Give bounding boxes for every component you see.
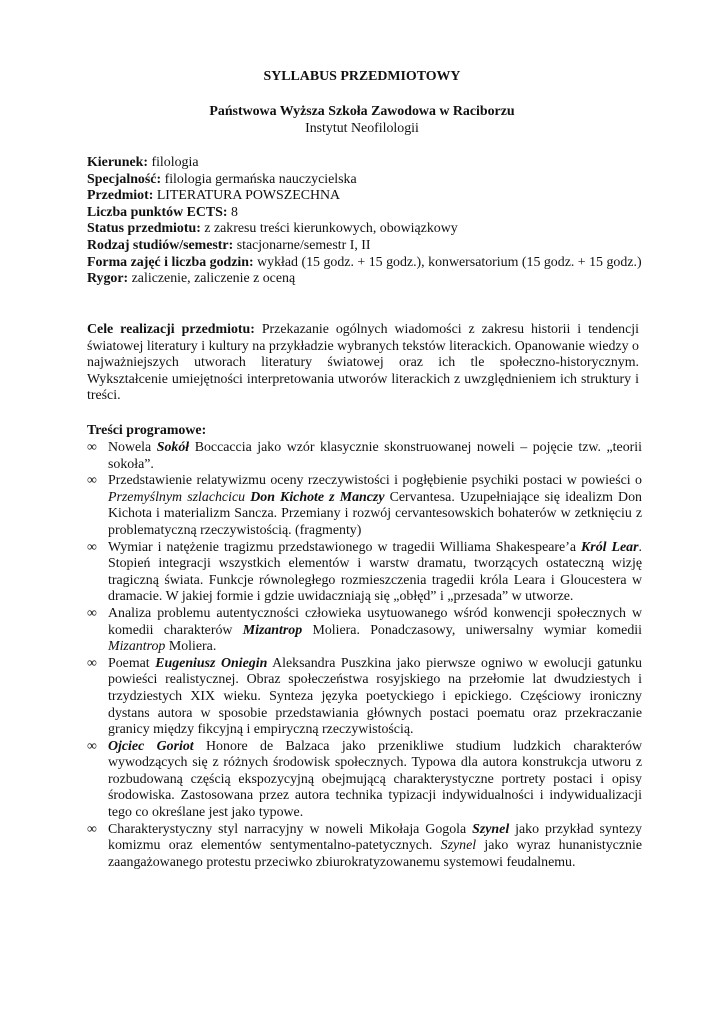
- meta-rygor: [87, 271, 642, 288]
- meta-label: Kierunek:: [87, 155, 148, 170]
- meta-label: Rodzaj studiów/semestr:: [87, 237, 234, 253]
- list-item: [87, 822, 642, 872]
- list-item: [87, 540, 642, 606]
- infinity-bullet-icon: ∞: [87, 738, 97, 754]
- work-title: Przemyślnym szlachcicu: [108, 489, 246, 505]
- item-text: . Stopień integracji wszystkich elementów i warstw dramatu, tworzących ostateczną wizję tragiczną świata. Funkcje równoległego rozmieszczenia tragedii króla Leara i Gloucestera w dramacie. W jakiej formie i gdzie uwidaczniają się „obłęd” i „przesada” w utworze.: [108, 539, 642, 605]
- item-text: Aleksandra Puszkina jako pierwsze ogniwo w ewolucji gatunku powieści realistycznej. Obraz społeczeństwa rosyjskiego na przełomie lat dwudziestych i trzydziestych XIX wieku. Synteza języka poetyckiego i epickiego. Częściowy ironiczny dystans autora w sposobie przedstawiania głównych postaci poematu oraz przekraczanie granicy między fikcyjną i empiryczną rzeczywistością.: [108, 655, 642, 738]
- work-title: Mizantrop: [242, 622, 303, 638]
- item-text: Honore de Balzaca jako przenikliwe studium ludzkich charakterów wywodzących się z różnych środowisk społecznych. Typowa dla autora konstrukcja utworu z rozbudowaną częścią ekspozycyjną obejmującą charakterystyczne portrety postaci i opisy środowiska. Zastosowana przez autora technika typizacji indywidualności i indywidualizacji tego co określane jest jako typowe.: [108, 738, 642, 821]
- meta-value: 8: [227, 204, 238, 220]
- work-title: Szynel: [440, 838, 477, 854]
- item-text: Wymiar i natężenie tragizmu przedstawionego w tragedii Williama Shakespeare’a: [108, 539, 582, 555]
- list-item: [87, 739, 642, 822]
- meta-value: wykład (15 godz. + 15 godz.), konwersatorium (15 godz. + 15 godz.): [253, 254, 642, 270]
- item-text: Boccaccia jako wzór klasycznie skonstruowanej noweli – pojęcie tzw. „teorii sokoła”.: [108, 440, 642, 472]
- item-text: Przedstawienie relatywizmu oceny rzeczywistości i pogłębienie psychiki postaci w powieści o: [108, 473, 642, 489]
- goals-text: Przekazanie ogólnych wiadomości z zakresu historii i tendencji światowej literatury i kultury na przykładzie wybranych tekstów literackich. Opanowanie wiedzy o najważniejszych utworach literatury światowej oraz ich tle społeczno-historycznym. Wykształcenie umiejętności interpretowania utworów literackich z uwzględnieniem ich struktury i treści.: [87, 322, 639, 404]
- meta-label: Przedmiot:: [87, 188, 154, 204]
- meta-value: filologia: [147, 155, 199, 170]
- meta-przedmiot: [87, 188, 642, 205]
- meta-value: zaliczenie, zaliczenie z oceną: [128, 271, 296, 287]
- course-goals: [87, 322, 639, 405]
- meta-label: Rygor:: [87, 271, 129, 287]
- program-content-heading: Treści programowe:: [87, 423, 207, 438]
- infinity-bullet-icon: ∞: [87, 655, 97, 671]
- meta-value: z zakresu treści kierunkowych, obowiązkowy: [200, 221, 458, 237]
- list-item: [87, 606, 642, 656]
- list-item: [87, 473, 642, 539]
- list-item: [87, 440, 642, 473]
- work-title: Don Kichote z Manczy: [250, 489, 385, 505]
- meta-status: [87, 221, 642, 238]
- infinity-bullet-icon: ∞: [87, 539, 97, 555]
- meta-forma: [87, 255, 642, 272]
- list-item: [87, 656, 642, 739]
- item-text: jako wyraz hunanistycznie zaangażowanego protestu przeciwko zbiurokratyzowanemu systemowi feudalnemu.: [108, 838, 642, 870]
- meta-label: Forma zajęć i liczba godzin:: [87, 254, 254, 270]
- meta-specjalnosc: [87, 172, 642, 189]
- item-text: Analiza problemu autentyczności człowieka usytuowanego wśród konwencji społecznych w komedii charakterów: [108, 605, 642, 638]
- school-name: Państwowa Wyższa Szkoła Zawodowa w Raciborzu: [209, 104, 515, 119]
- meta-label: Status przedmiotu:: [87, 221, 201, 237]
- work-title: Szynel: [472, 821, 510, 837]
- program-content-list: [87, 440, 642, 871]
- meta-ects: [87, 205, 642, 222]
- item-text: Cervantesa. Uzupełniające się idealizm Don Kichota i materializm Sancza. Przemiany i rozwój cervantesowskich bohaterów w zetknięciu z problematyczną rzeczywistością. (fragmenty): [108, 489, 642, 538]
- item-text: jako przykład syntezy komizmu oraz elementów sentymentalno-patetycznych.: [108, 821, 642, 854]
- item-text: Moliera. Ponadczasowy, uniwersalny wymiar komedii: [302, 622, 643, 638]
- infinity-bullet-icon: ∞: [87, 473, 97, 489]
- meta-value: filologia germańska nauczycielska: [161, 171, 357, 187]
- infinity-bullet-icon: ∞: [87, 605, 97, 621]
- institute-name: Instytut Neofilologii: [305, 121, 419, 136]
- course-metadata: [87, 155, 642, 288]
- meta-value: stacjonarne/semestr I, II: [233, 237, 371, 253]
- work-title: Mizantrop: [108, 639, 166, 655]
- meta-label: Specjalność:: [87, 171, 162, 187]
- meta-label: Liczba punktów ECTS:: [87, 204, 228, 220]
- work-title: Król Lear: [581, 539, 639, 555]
- item-text: Poemat: [108, 655, 156, 671]
- infinity-bullet-icon: ∞: [87, 440, 97, 455]
- page-title: SYLLABUS PRZEDMIOTOWY: [263, 69, 461, 84]
- item-text: Moliera.: [165, 639, 217, 655]
- infinity-bullet-icon: ∞: [87, 821, 97, 837]
- work-title: Eugeniusz Oniegin: [155, 655, 268, 671]
- meta-rodzaj: [87, 238, 642, 255]
- goals-label: Cele realizacji przedmiotu:: [87, 322, 255, 337]
- meta-kierunek: [87, 155, 642, 172]
- meta-value: LITERATURA POWSZECHNA: [153, 188, 341, 204]
- work-title: Ojciec Goriot: [108, 738, 194, 754]
- item-text: Charakterystyczny styl narracyjny w noweli Mikołaja Gogola: [108, 821, 473, 837]
- item-text: Nowela: [108, 440, 157, 455]
- work-title: Sokół: [156, 440, 190, 455]
